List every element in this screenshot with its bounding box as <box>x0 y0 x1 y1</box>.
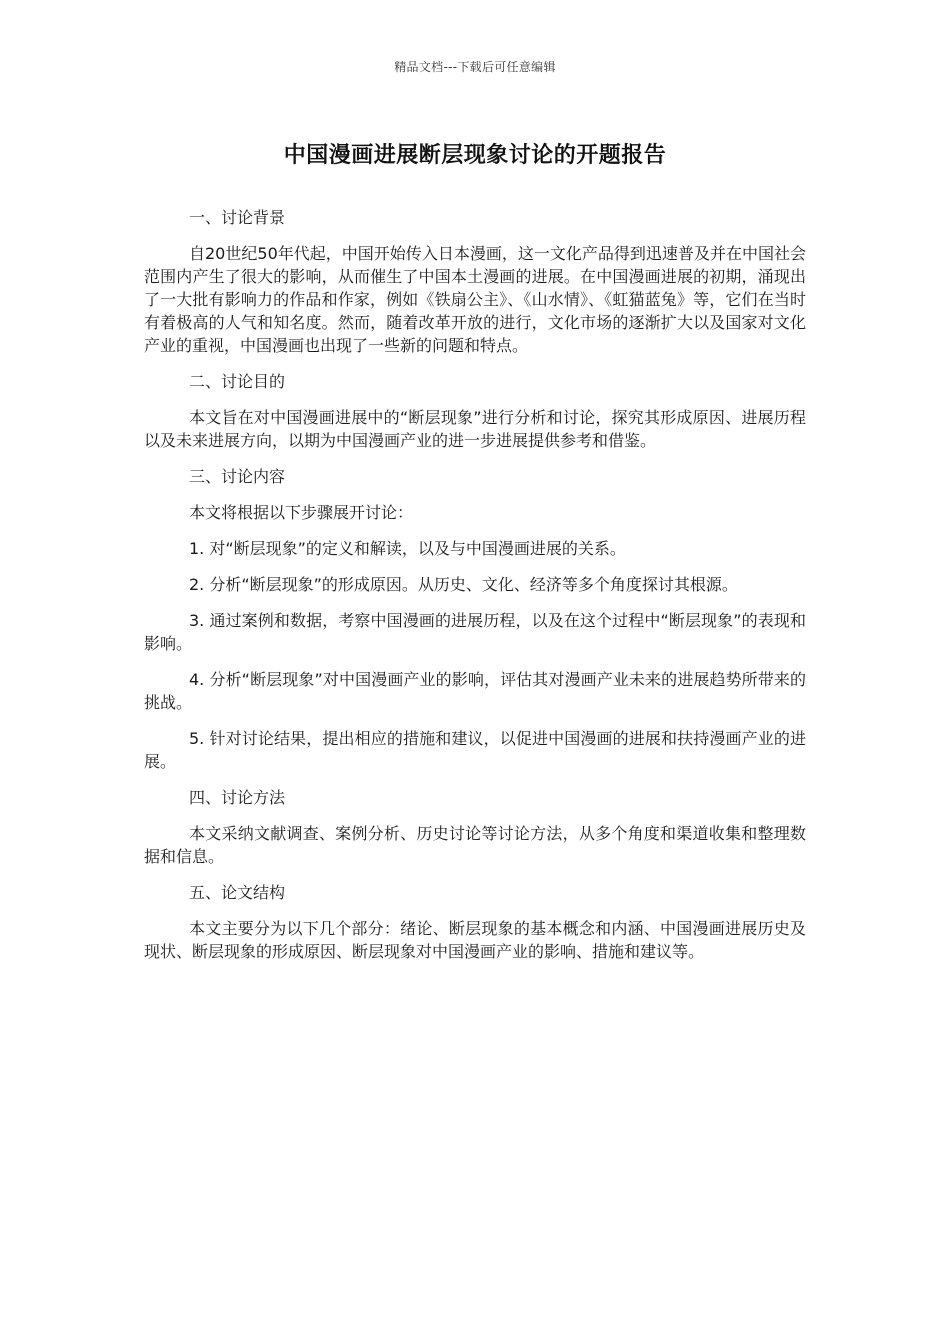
list-item: 4. 分析“断层现象”对中国漫画产业的影响，评估其对漫画产业未来的进展趋势所带来的挑战。 <box>144 670 806 712</box>
section-heading-content: 三、讨论内容 <box>189 467 286 486</box>
section-body-structure: 本文主要分为以下几个部分：绪论、断层现象的基本概念和内涵、中国漫画进展历史及现状、断层现象的形成原因、断层现象对中国漫画产业的影响、措施和建议等。 <box>144 919 806 961</box>
section-heading-structure: 五、论文结构 <box>189 883 286 902</box>
list-item: 3. 通过案例和数据，考察中国漫画的进展历程，以及在这个过程中“断层现象”的表现和影响。 <box>144 611 806 653</box>
section-heading-method: 四、讨论方法 <box>189 788 286 807</box>
section-intro-content: 本文将根据以下步骤展开讨论： <box>189 503 414 522</box>
list-item: 1. 对“断层现象”的定义和解读，以及与中国漫画进展的关系。 <box>189 539 626 558</box>
list-item: 2. 分析“断层现象”的形成原因。从历史、文化、经济等多个角度探讨其根源。 <box>189 575 738 594</box>
page-header: 精品文档---下载后可任意编辑 <box>394 60 556 74</box>
list-item: 5. 针对讨论结果，提出相应的措施和建议，以促进中国漫画的进展和扶持漫画产业的进展。 <box>144 729 806 771</box>
section-body-purpose: 本文旨在对中国漫画进展中的“断层现象”进行分析和讨论，探究其形成原因、进展历程以及未来进展方向，以期为中国漫画产业的进一步进展提供参考和借鉴。 <box>144 408 806 450</box>
section-heading-background: 一、讨论背景 <box>189 208 286 227</box>
section-body-method: 本文采纳文献调查、案例分析、历史讨论等讨论方法，从多个角度和渠道收集和整理数据和信息。 <box>144 824 806 866</box>
section-heading-purpose: 二、讨论目的 <box>189 372 286 391</box>
document-title: 中国漫画进展断层现象讨论的开题报告 <box>283 143 667 168</box>
section-body-background: 自20世纪50年代起，中国开始传入日本漫画，这一文化产品得到迅速普及并在中国社会范围内产生了很大的影响，从而催生了中国本土漫画的进展。在中国漫画进展的初期，涌现出了一大批有影响力的作品和作家，例如《铁扇公主》、《山水情》、《虹猫蓝兔》等，它们在当时有着极高的人气和知名度。然而，随着改革开放的进行，文化市场的逐渐扩大以及国家对文化产业的重视，中国漫画也出现了一些新的问题和特点。 <box>144 244 806 355</box>
document-body <box>144 206 806 976</box>
